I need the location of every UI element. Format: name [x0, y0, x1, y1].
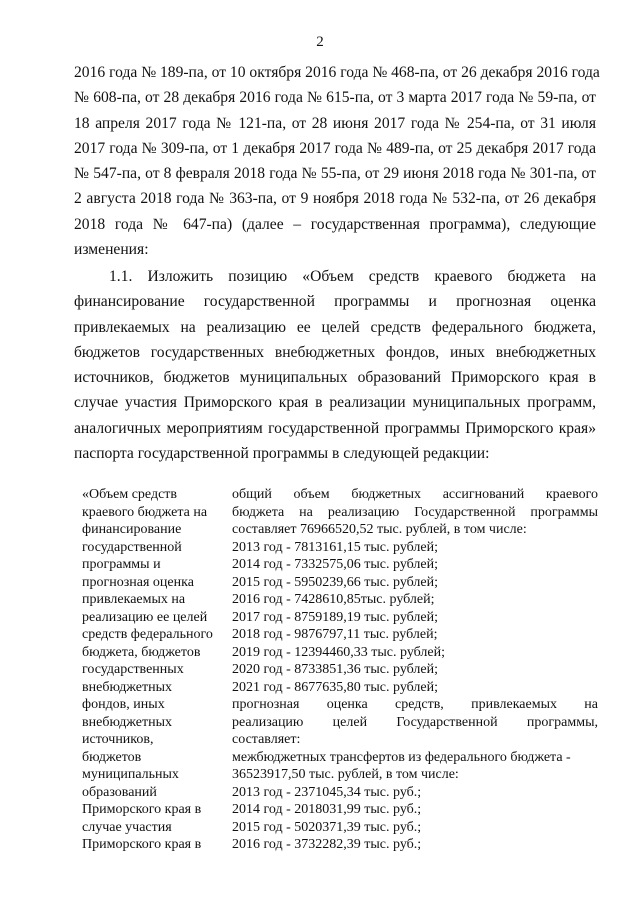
text-line: 2 августа 2018 года № 363-па, от 9 ноября 2018 года № 532-па, от 26 декабря — [74, 190, 596, 208]
table-left-cell: бюджетов — [82, 749, 142, 765]
table-left-cell: источников, — [82, 732, 154, 747]
table-right-cell: бюджета на реализацию Государственной программы — [232, 504, 598, 520]
text-line: 2017 года № 309-па, от 1 декабря 2017 года № 489-па, от 25 декабря 2017 года — [74, 139, 596, 157]
table-left-cell: внебюджетных — [82, 714, 173, 730]
text-line: изменения: — [74, 241, 149, 259]
table-left-cell: Приморского края в — [82, 837, 202, 852]
table-row — [82, 801, 598, 819]
table-right-cell: 2015 год - 5020371,39 тыс. руб.; — [232, 819, 422, 835]
table-left-cell: бюджета, бюджетов — [82, 644, 201, 660]
table-left-cell: государственных — [82, 662, 184, 677]
table-right-cell: составляет: — [232, 732, 301, 747]
table-row — [82, 626, 598, 644]
text-line: привлекаемых на реализацию ее целей средств федерального бюджета, — [74, 318, 596, 336]
table-right-cell: 2015 год - 5950239,66 тыс. рублей; — [232, 574, 439, 590]
text-line: 1.1. Изложить позицию «Объем средств краевого бюджета на — [109, 268, 596, 285]
table-right-cell: 2020 год - 8733851,36 тыс. рублей; — [232, 662, 439, 677]
table-row — [82, 766, 598, 784]
table-right-cell: 2013 год - 7813161,15 тыс. рублей; — [232, 539, 439, 555]
table-right-cell: 2013 год - 2371045,34 тыс. руб.; — [232, 784, 422, 800]
table-left-cell: муниципальных — [82, 767, 179, 782]
table-right-cell: 2014 год - 2018031,99 тыс. руб.; — [232, 802, 422, 817]
table-right-cell: межбюджетных трансфертов из федерального бюджета - — [232, 749, 571, 765]
table-row — [82, 784, 598, 802]
table-left-cell: прогнозная оценка — [82, 574, 194, 590]
table-right-cell: 2021 год - 8677635,80 тыс. рублей; — [232, 679, 439, 695]
text-line: № 608-па, от 28 декабря 2016 года № 615-па, от 3 марта 2017 года № 59-па, от — [74, 89, 596, 107]
text-line: финансирование государственной программы и прогнозная оценка — [74, 293, 596, 311]
text-line: 18 апреля 2017 года № 121-па, от 28 июня 2017 года № 254-па, от 31 июля — [74, 114, 596, 132]
item-paragraph — [74, 264, 596, 466]
text-line: источников, бюджетов муниципальных образований Приморского края в — [74, 369, 596, 387]
text-line: паспорта государственной программы в следующей редакции: — [74, 445, 490, 463]
table-row — [82, 574, 598, 592]
table-row — [82, 819, 598, 837]
text-line: № 547-па, от 8 февраля 2018 года № 55-па, от 29 июня 2018 года № 301-па, от — [74, 165, 596, 183]
table-row — [82, 731, 598, 749]
table-left-cell: фондов, иных — [82, 697, 165, 712]
table-right-cell: общий объем бюджетных ассигнований краевого — [232, 487, 598, 502]
table-right-cell: составляет 76966520,52 тыс. рублей, в том числе: — [232, 522, 527, 537]
table-row — [82, 836, 598, 854]
table-left-cell: Приморского края в — [82, 802, 202, 817]
table-right-cell: 2019 год - 12394460,33 тыс. рублей; — [232, 644, 446, 660]
table-row — [82, 679, 598, 697]
table-row — [82, 486, 598, 504]
table-left-cell: средств федерального — [82, 627, 213, 642]
table-right-cell: 2018 год - 9876797,11 тыс. рублей; — [232, 627, 438, 642]
table-right-cell: 2017 год - 8759189,19 тыс. рублей; — [232, 609, 439, 625]
table-row — [82, 504, 598, 522]
table-row — [82, 556, 598, 574]
page-number: 2 — [316, 34, 324, 50]
table-row — [82, 696, 598, 714]
table-right-cell: реализацию целей Государственной программы, — [232, 714, 598, 730]
table-left-cell: внебюджетных — [82, 679, 173, 695]
table-row — [82, 749, 598, 767]
text-line: случае участия Приморского края в реализации муниципальных программ, — [74, 394, 596, 412]
table-left-cell: случае участия — [82, 819, 172, 835]
intro-paragraph — [74, 60, 600, 262]
table-left-cell: образований — [82, 784, 157, 800]
table-left-cell: программы и — [82, 557, 161, 572]
table-left-cell: финансирование — [82, 522, 182, 537]
table-right-cell: 2014 год - 7332575,06 тыс. рублей; — [232, 557, 439, 572]
table-right-cell: прогнозная оценка средств, привлекаемых на — [232, 697, 598, 712]
table-row — [82, 539, 598, 557]
table-right-cell: 2016 год - 7428610,85тыс. рублей; — [232, 592, 435, 607]
text-line: 2018 года № 647-па) (далее – государственная программа), следующие — [74, 215, 596, 233]
table-left-cell: «Объем средств — [82, 487, 178, 502]
table-row — [82, 521, 598, 539]
table-left-cell: государственной — [82, 539, 182, 555]
table-row — [82, 609, 598, 627]
text-line: аналогичных мероприятиям государственной программы Приморского края» — [74, 419, 596, 437]
table-row — [82, 714, 598, 732]
table-right-cell: 2016 год - 3732282,39 тыс. руб.; — [232, 837, 422, 852]
table-left-cell: реализацию ее целей — [82, 609, 208, 625]
table-row — [82, 644, 598, 662]
table-left-cell: привлекаемых на — [82, 592, 186, 607]
table-row — [82, 661, 598, 679]
passport-table — [82, 486, 598, 854]
text-line: бюджетов государственных внебюджетных фондов, иных внебюджетных — [74, 343, 596, 361]
text-line: 2016 года № 189-па, от 10 октября 2016 года № 468-па, от 26 декабря 2016 года — [74, 64, 600, 81]
table-left-cell: краевого бюджета на — [82, 504, 208, 520]
table-row — [82, 591, 598, 609]
table-right-cell: 36523917,50 тыс. рублей, в том числе: — [232, 767, 459, 782]
